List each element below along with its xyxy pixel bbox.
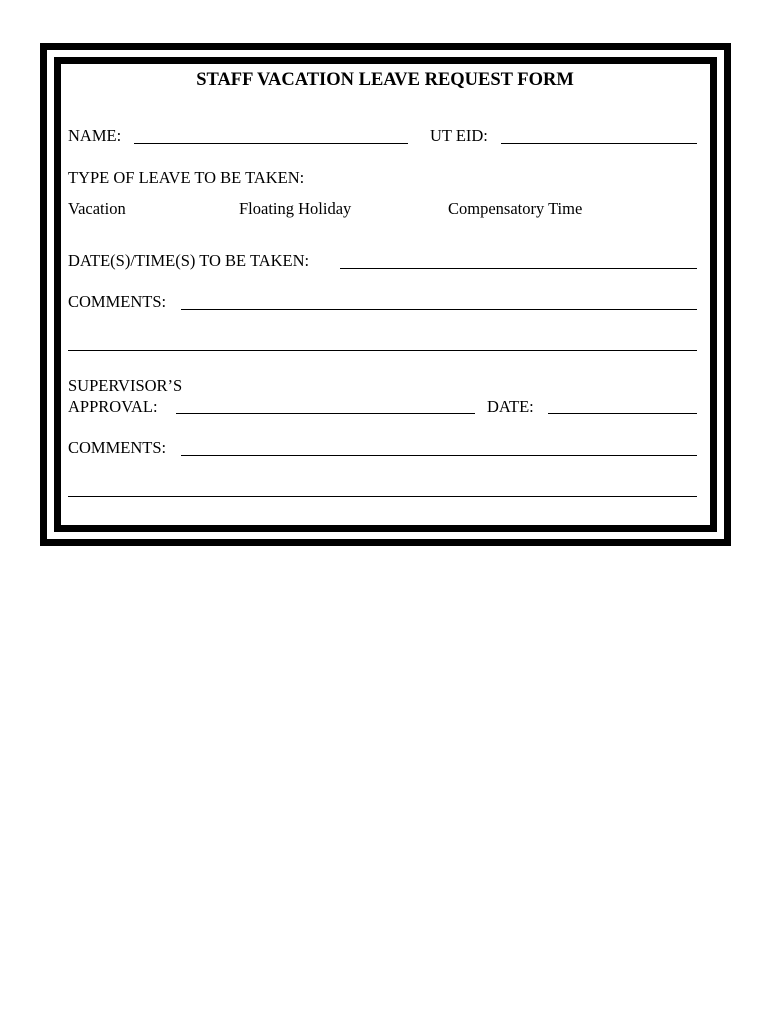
dates-label: DATE(S)/TIME(S) TO BE TAKEN: (68, 251, 310, 270)
leave-option-vacation[interactable]: Vacation (68, 199, 126, 218)
dates-field-line[interactable] (340, 268, 697, 269)
supervisor-comments-field-line-2[interactable] (68, 496, 697, 497)
ut-eid-field-line[interactable] (501, 143, 697, 144)
supervisor-label-line1: SUPERVISOR’S (68, 376, 183, 395)
date-field-line[interactable] (548, 413, 697, 414)
supervisor-approval-field-line[interactable] (176, 413, 475, 414)
name-label: NAME: (68, 126, 122, 145)
comments-field-line-2[interactable] (68, 350, 697, 351)
leave-option-compensatory-time[interactable]: Compensatory Time (448, 199, 583, 218)
leave-type-label: TYPE OF LEAVE TO BE TAKEN: (68, 168, 305, 187)
supervisor-comments-label: COMMENTS: (68, 438, 167, 457)
leave-option-floating-holiday[interactable]: Floating Holiday (239, 199, 352, 218)
comments-label: COMMENTS: (68, 292, 167, 311)
supervisor-comments-field-line[interactable] (181, 455, 697, 456)
date-label: DATE: (487, 397, 534, 416)
ut-eid-label: UT EID: (430, 126, 488, 145)
comments-field-line[interactable] (181, 309, 697, 310)
form-title: STAFF VACATION LEAVE REQUEST FORM (196, 70, 574, 90)
name-field-line[interactable] (134, 143, 408, 144)
supervisor-label-line2: APPROVAL: (68, 397, 158, 416)
